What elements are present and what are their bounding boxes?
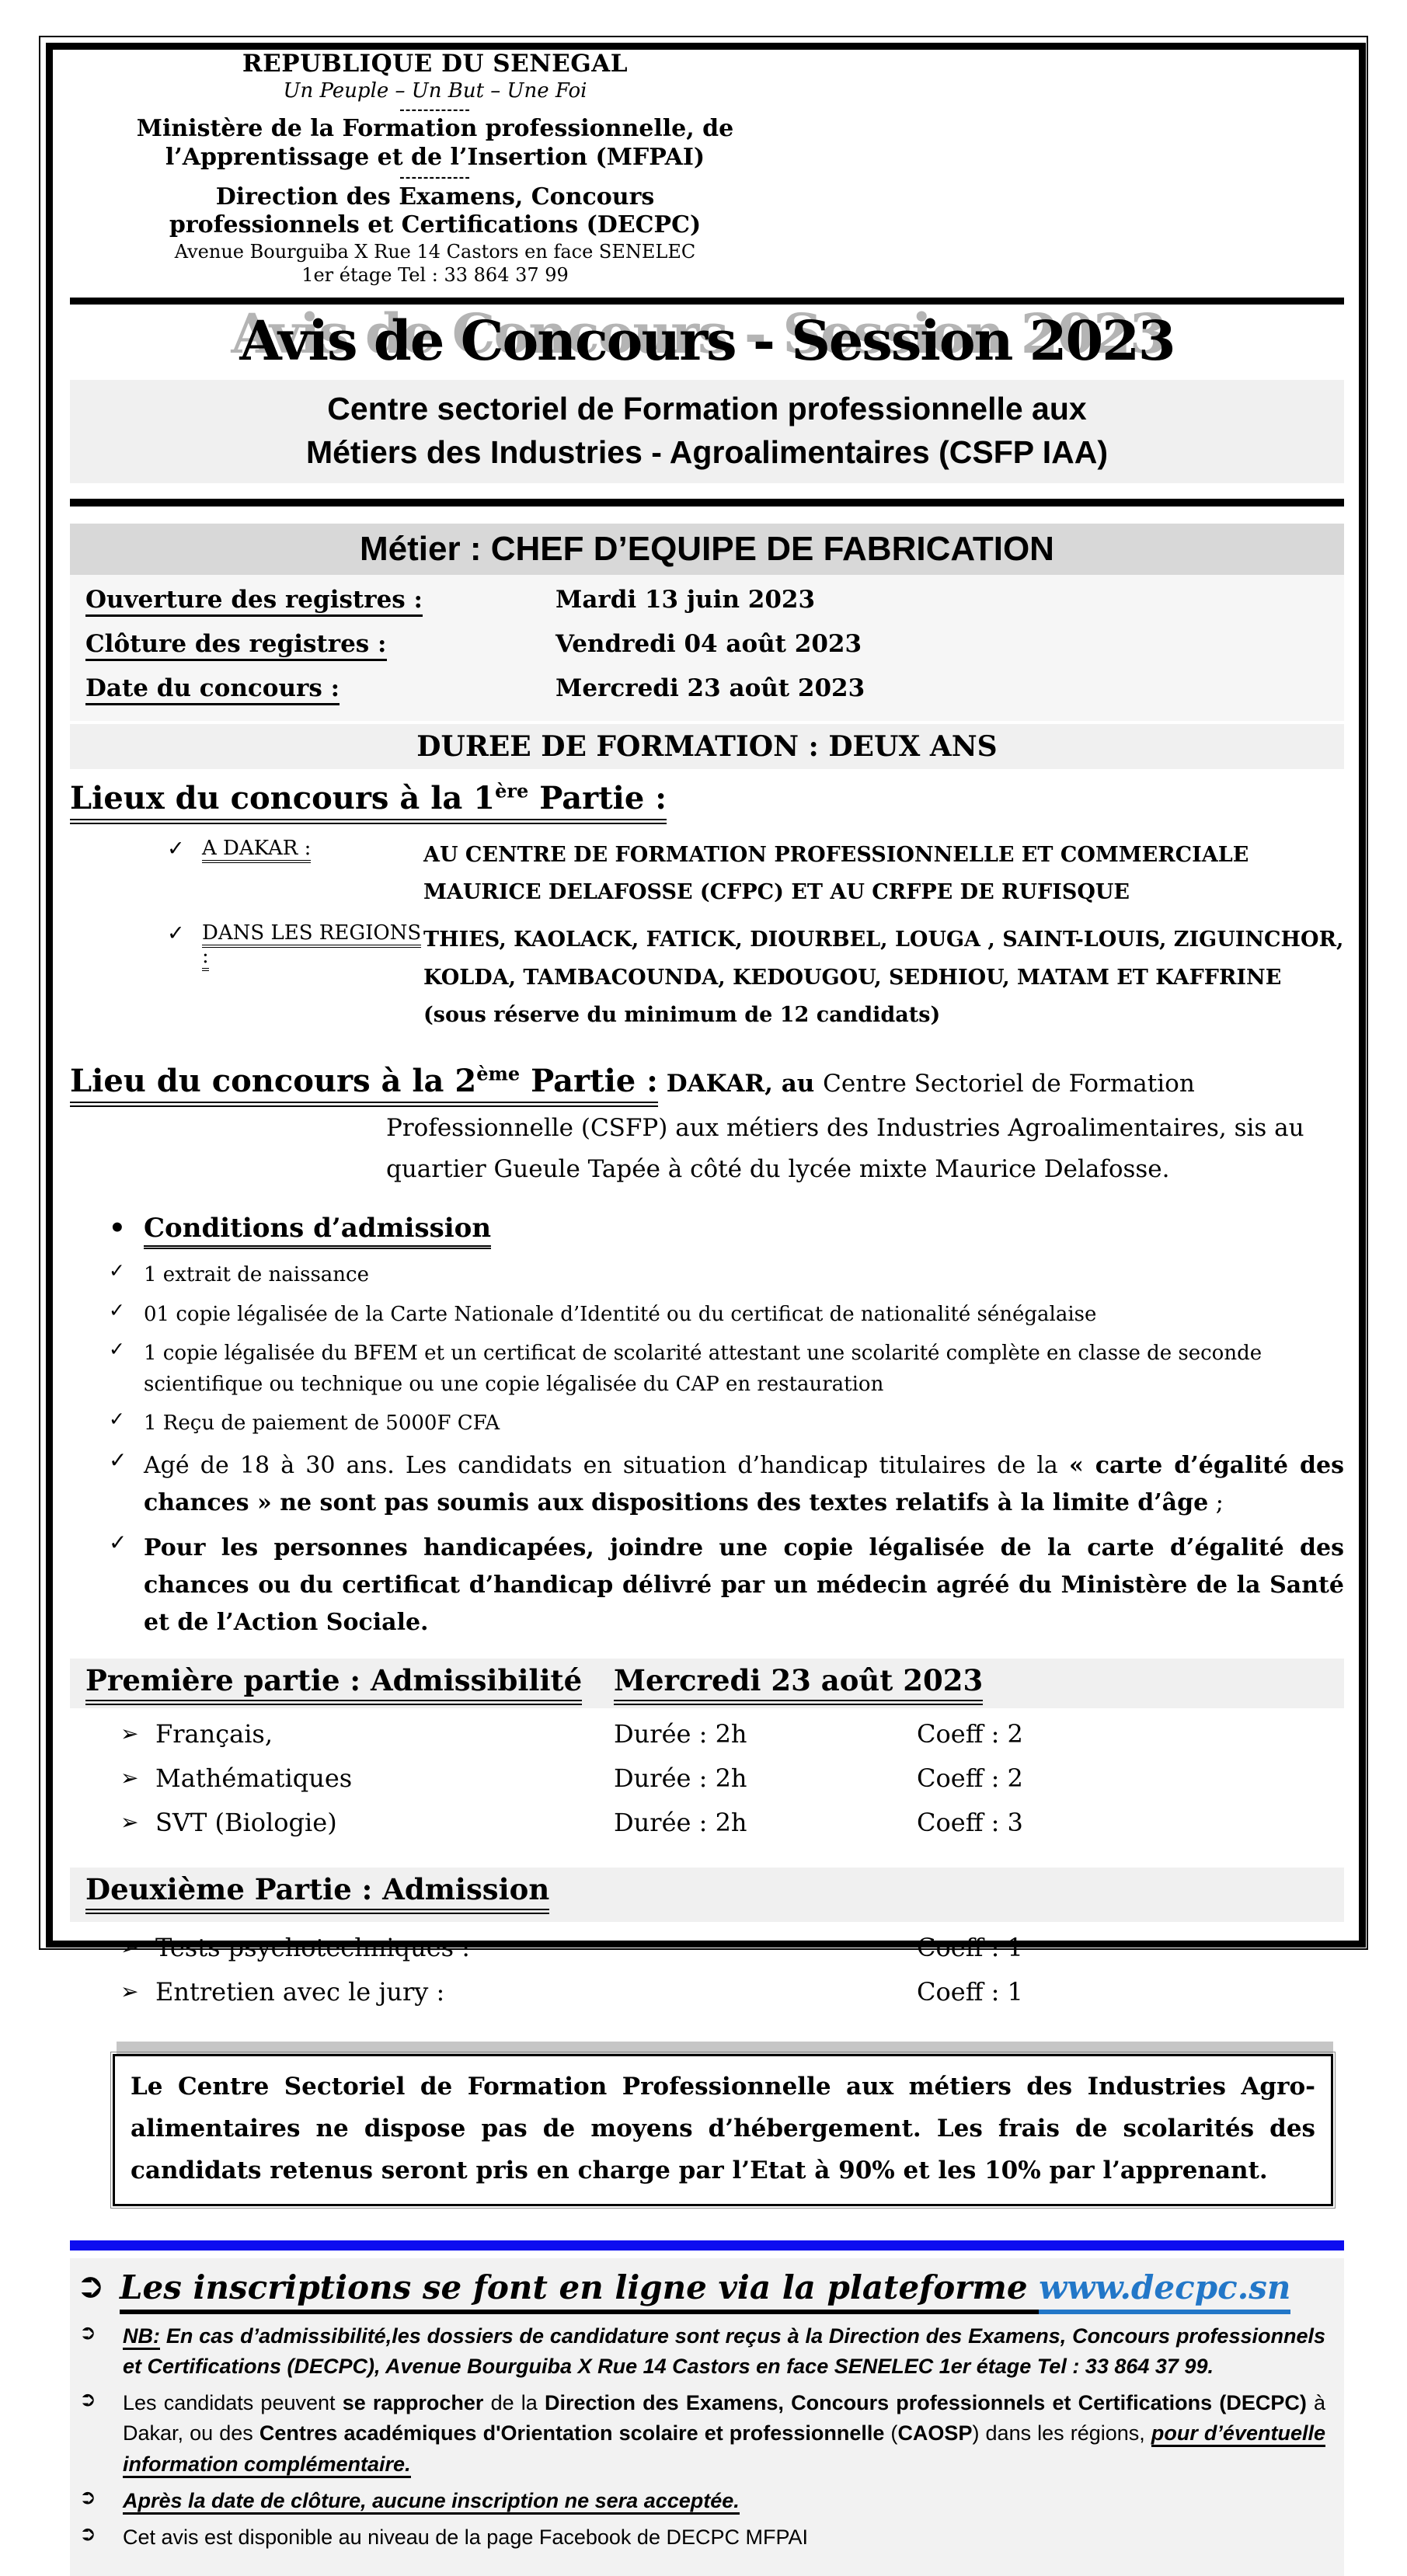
page-title: Avis de Concours - Session 2023 xyxy=(239,308,1175,373)
arrowhead-icon: ➢ xyxy=(120,1764,139,1791)
location-text: THIES, KAOLACK, FATICK, DIOURBEL, LOUGA , SAINT-LOUIS, ZIGUINCHOR, KOLDA, TAMBACOUNDA, KEDOUGOU, SEDHIOU, MATAM ET KAFFRINE (sous réserve du minimum de 12 candidats) xyxy=(423,928,1344,1028)
admission-band xyxy=(70,1868,1344,1922)
part2-bold-intro: DAKAR, au xyxy=(657,1069,824,1098)
subject-name: Mathématiques xyxy=(155,1763,353,1793)
subject-name: SVT (Biologie) xyxy=(155,1807,337,1837)
closing-note-row xyxy=(76,2486,1325,2516)
registry-dates-block xyxy=(70,575,1344,721)
conditions-heading xyxy=(109,1213,1344,1244)
address-line-1: Avenue Bourguiba X Rue 14 Castors en face SENELEC xyxy=(174,240,696,263)
center-name-line-2: Métiers des Industries - Agroalimentaires (CSFP IAA) xyxy=(305,433,1109,470)
subject-row xyxy=(70,1808,1344,1852)
regions-note: (sous réserve du minimum de 12 candidats) xyxy=(423,1003,941,1028)
subject-row xyxy=(70,1719,1344,1763)
condition-text: 1 copie légalisée du BFEM et un certificat de scolarité attestant une scolarité complète en classe de seconde scientifique ou technique ou une copie légalisée du CAP en restauration xyxy=(144,1341,1262,1397)
motto: Un Peuple – Un But – Une Foi xyxy=(283,78,587,103)
subject-coeff: Coeff : 1 xyxy=(917,1932,1023,1962)
closing-note: Après la date de clôture, aucune inscription ne sera acceptée. xyxy=(123,2486,1325,2516)
part1-heading-text: Lieux du concours à la 1 xyxy=(70,779,496,816)
admission-row xyxy=(70,1977,1344,2021)
center-name-banner xyxy=(70,380,1344,483)
direction-name-line2: professionnels et Certifications (DECPC) xyxy=(169,211,702,239)
registry-value: Mardi 13 juin 2023 xyxy=(555,585,816,614)
subject-name: Français, xyxy=(155,1718,273,1749)
registry-label: Ouverture des registres : xyxy=(85,586,423,617)
check-icon: ✓ xyxy=(109,1446,127,1473)
decpc-link[interactable]: www.decpc.sn xyxy=(1039,2268,1290,2314)
part2-text: Centre Sectoriel de Formation Professionnelle (CSFP) aux métiers des Industries Agroalimentaires, sis au quartier Gueule Tapée à côté du lycée mixte Maurice Delafosse. xyxy=(386,1069,1304,1183)
divider-dashes: ------------ xyxy=(399,101,471,117)
part1-heading xyxy=(70,780,1344,816)
admission-row xyxy=(70,1933,1344,1977)
blue-divider xyxy=(70,2240,1344,2251)
admissibility-band xyxy=(70,1659,1344,1708)
arrowhead-icon: ➢ xyxy=(120,1808,139,1835)
arrowhead-icon: ➢ xyxy=(120,1720,139,1746)
address-line-2: 1er étage Tel : 33 864 37 99 xyxy=(301,263,569,286)
inscription-heading-row xyxy=(76,2268,1325,2309)
check-icon: ✓ xyxy=(109,1337,125,1360)
arrowhead-icon: ➢ xyxy=(120,1978,139,2004)
facebook-note: Cet avis est disponible au niveau de la page Facebook de DECPC MFPAI xyxy=(123,2525,808,2549)
registry-label: Clôture des registres : xyxy=(85,630,387,661)
page-content xyxy=(70,50,1344,2576)
footer-section xyxy=(70,2258,1344,2575)
notice-box: Le Centre Sectoriel de Formation Professionnelle aux métiers des Industries Agro-alimentaires ne dispose pas de moyens d’hébergement. Les frais de scolarités des candidats retenus seront pris en charge par l’Etat à 90% et les 10% par l’apprenant. xyxy=(113,2054,1333,2207)
condition-item xyxy=(70,1259,1344,1290)
condition-item xyxy=(70,1530,1344,1641)
registry-row xyxy=(70,586,1344,630)
condition-text: 1 extrait de naissance xyxy=(144,1263,369,1287)
check-icon: ✓ xyxy=(109,1408,125,1431)
registry-value: Mercredi 23 août 2023 xyxy=(555,674,865,702)
subject-name: Tests psychotechniques : xyxy=(155,1932,471,1962)
bullet-icon: • xyxy=(109,1213,126,1244)
nb-note-row xyxy=(76,2321,1325,2382)
ministry-name-line1: Ministère de la Formation professionnelle, de xyxy=(136,114,734,142)
registry-row xyxy=(70,630,1344,674)
subject-coeff: Coeff : 2 xyxy=(917,1718,1023,1749)
part2-heading: Lieu du concours à la 2ème Partie : xyxy=(70,1063,658,1107)
condition-item xyxy=(70,1338,1344,1401)
exam-date: Mercredi 23 août 2023 xyxy=(614,1663,983,1705)
condition-item xyxy=(70,1408,1344,1439)
check-icon: ✓ xyxy=(167,921,185,946)
circled-arrow-icon: ➲ xyxy=(79,2522,96,2546)
subject-duration: Durée : 2h xyxy=(614,1763,747,1793)
horizontal-rule xyxy=(70,298,1344,305)
nb-note: NB: En cas d’admissibilité,les dossiers de candidature sont reçus à la Direction des Examens, Concours professionnels et Certifications (DECPC), Avenue Bourguiba X Rue 14 Castors en face SENELEC 1er étage Tel : 33 864 37 99. xyxy=(123,2324,1325,2379)
admissibility-heading: Première partie : Admissibilité xyxy=(85,1663,582,1705)
locations-list xyxy=(70,837,1344,1035)
subject-duration: Durée : 2h xyxy=(614,1718,747,1749)
box-shadow-strip xyxy=(117,2042,1333,2054)
circled-arrow-icon: ➲ xyxy=(79,2388,96,2412)
part1-heading-sup: ère xyxy=(495,779,529,802)
check-icon: ✓ xyxy=(109,1259,125,1283)
republic-title: REPUBLIQUE DU SENEGAL xyxy=(242,50,629,78)
condition-text: Agé de 18 à 30 ans. Les candidats en situation d’handicap titulaires de la « carte d’égalité des chances » ne sont pas soumis aux dispositions des textes relatifs à la limite d’âge ; xyxy=(144,1451,1344,1516)
condition-item xyxy=(70,1447,1344,1522)
admissibility-rows xyxy=(70,1719,1344,1852)
part2-paragraph xyxy=(70,1055,1344,1189)
subject-coeff: Coeff : 1 xyxy=(917,1976,1023,2007)
circled-arrow-icon: ➲ xyxy=(76,2266,105,2306)
horizontal-rule xyxy=(70,499,1344,506)
condition-text: Pour les personnes handicapées, joindre une copie légalisée de la carte d’égalité des chances ou du certificat d’handicap délivré par un médecin agréé du Ministère de la Santé et de l’Action Sociale. xyxy=(144,1533,1344,1636)
admission-heading: Deuxième Partie : Admission xyxy=(85,1872,549,1914)
admission-rows xyxy=(70,1933,1344,2021)
circled-arrow-icon: ➲ xyxy=(79,2320,96,2345)
condition-text: 1 Reçu de paiement de 5000F CFA xyxy=(144,1412,500,1436)
subject-row xyxy=(70,1763,1344,1808)
facebook-note-row xyxy=(76,2522,1325,2553)
candidates-note-row xyxy=(76,2388,1325,2479)
ministry-name-line2: l’Apprentissage et de l’Insertion (MFPAI) xyxy=(165,143,705,171)
registry-value: Vendredi 04 août 2023 xyxy=(555,629,862,658)
check-icon: ✓ xyxy=(109,1529,127,1555)
metier-banner: Métier : CHEF D’EQUIPE DE FABRICATION xyxy=(70,524,1344,575)
registry-row xyxy=(70,674,1344,713)
arrowhead-icon: ➢ xyxy=(120,1934,139,1960)
subject-coeff: Coeff : 3 xyxy=(917,1807,1023,1837)
center-name-line-1: Centre sectoriel de Formation professionnelle aux xyxy=(327,391,1087,427)
circled-arrow-icon: ➲ xyxy=(79,2485,96,2509)
candidates-note: Les candidats peuvent se rapprocher de la Direction des Examens, Concours professionnels et Certifications (DECPC) à Dakar, ou des Centres académiques d'Orientation scolaire et professionnelle (CAOSP) dans les régions, pour d’éventuelle information complémentaire. xyxy=(123,2388,1325,2479)
subject-name: Entretien avec le jury : xyxy=(155,1976,445,2007)
conditions-heading-text: Conditions d’admission xyxy=(144,1213,491,1249)
location-label: A DAKAR : xyxy=(202,837,423,912)
condition-text: 01 copie légalisée de la Carte Nationale d’Identité ou du certificat de nationalité sénégalaise xyxy=(144,1302,1097,1326)
location-row-dakar xyxy=(70,837,1344,912)
subject-duration: Durée : 2h xyxy=(614,1807,747,1837)
registry-label: Date du concours : xyxy=(85,674,340,705)
subject-coeff: Coeff : 2 xyxy=(917,1763,1023,1793)
duration-banner: DUREE DE FORMATION : DEUX ANS xyxy=(70,724,1344,769)
direction-name-line1: Direction des Examens, Concours xyxy=(215,183,655,211)
check-icon: ✓ xyxy=(109,1298,125,1321)
location-row-regions xyxy=(70,921,1344,1035)
condition-item xyxy=(70,1299,1344,1330)
divider-dashes: ------------ xyxy=(399,169,471,185)
conditions-list xyxy=(70,1259,1344,1641)
location-text: AU CENTRE DE FORMATION PROFESSIONNELLE ET COMMERCIALE MAURICE DELAFOSSE (CFPC) ET AU CRFPE DE RUFISQUE xyxy=(423,842,1249,905)
gov-header xyxy=(101,50,769,287)
location-label: DANS LES REGIONS : xyxy=(202,921,423,1035)
inscription-heading: Les inscriptions se font en ligne via la plateforme www.decpc.sn xyxy=(120,2268,1290,2309)
part1-heading-suffix: Partie : xyxy=(528,779,667,816)
check-icon: ✓ xyxy=(167,836,185,861)
